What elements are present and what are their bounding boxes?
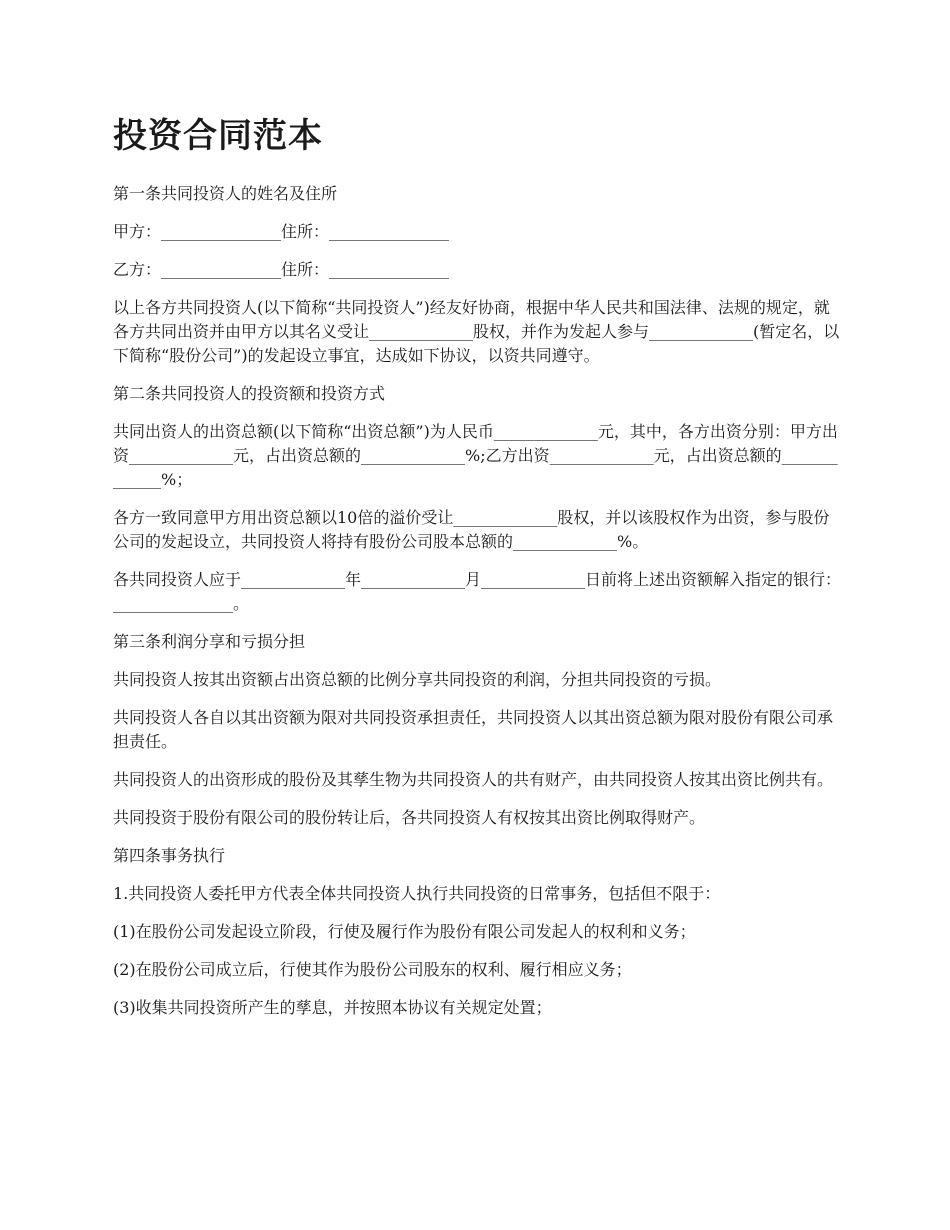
list-item: (2)在股份公司成立后，行使其作为股份公司股东的权利、履行相应义务； (113, 960, 632, 979)
deadline-paragraph: 各共同投资人应于_____________年_____________月_____________日前将上述出资额解入指定的银行：_______________。 (113, 570, 842, 613)
section-heading-4: 第四条事务执行 (113, 846, 226, 865)
document-page (113, 110, 843, 1034)
list-item: (3)收集共同投资所产生的孳息，并按照本协议有关规定处置； (113, 998, 552, 1017)
contribution-paragraph: 共同出资人的出资总额(以下简称“出资总额”)为人民币_____________元，其中，各方出资分别：甲方出资_____________元，占出资总额的_____________%;乙方出资_____________元，占出资总额的_____________%； (113, 422, 838, 489)
section-heading-2: 第二条共同投资人的投资额和投资方式 (113, 384, 386, 403)
delegation-paragraph: 1.共同投资人委托甲方代表全体共同投资人执行共同投资的日常事务，包括但不限于： (113, 884, 721, 903)
transfer-paragraph: 共同投资于股份有限公司的股份转让后，各共同投资人有权按其出资比例取得财产。 (113, 808, 706, 827)
preamble-paragraph: 以上各方共同投资人(以下简称“共同投资人”)经友好协商，根据中华人民共和国法律、法规的规定，就各方共同出资并由甲方以其名义受让_____________股权，并作为发起人参与_____________(暂定名，以下简称“股份公司”)的发起设立事宜，达成如下协议，以资共同遵守。 (113, 298, 840, 365)
section-heading-1: 第一条共同投资人的姓名及住所 (113, 184, 338, 203)
document-title: 投资合同范本 (113, 116, 323, 156)
joint-property-paragraph: 共同投资人的出资形成的股份及其孳生物为共同投资人的共有财产，由共同投资人按其出资比例共有。 (113, 770, 834, 789)
party-a-line: 甲方：_______________住所：_______________ (113, 222, 450, 241)
profit-loss-paragraph: 共同投资人按其出资额占出资总额的比例分享共同投资的利润，分担共同投资的亏损。 (113, 670, 722, 689)
list-item: (1)在股份公司发起设立阶段，行使及履行作为股份有限公司发起人的权利和义务； (113, 922, 696, 941)
premium-paragraph: 各方一致同意甲方用出资总额以10倍的溢价受让_____________股权，并以该股权作为出资，参与股份公司的发起设立，共同投资人将持有股份公司股本总额的_____________%。 (113, 508, 830, 551)
section-heading-3: 第三条利润分享和亏损分担 (113, 632, 306, 651)
liability-paragraph: 共同投资人各自以其出资额为限对共同投资承担责任，共同投资人以其出资总额为限对股份有限公司承担责任。 (113, 708, 834, 751)
party-b-line: 乙方：_______________住所：_______________ (113, 260, 450, 279)
